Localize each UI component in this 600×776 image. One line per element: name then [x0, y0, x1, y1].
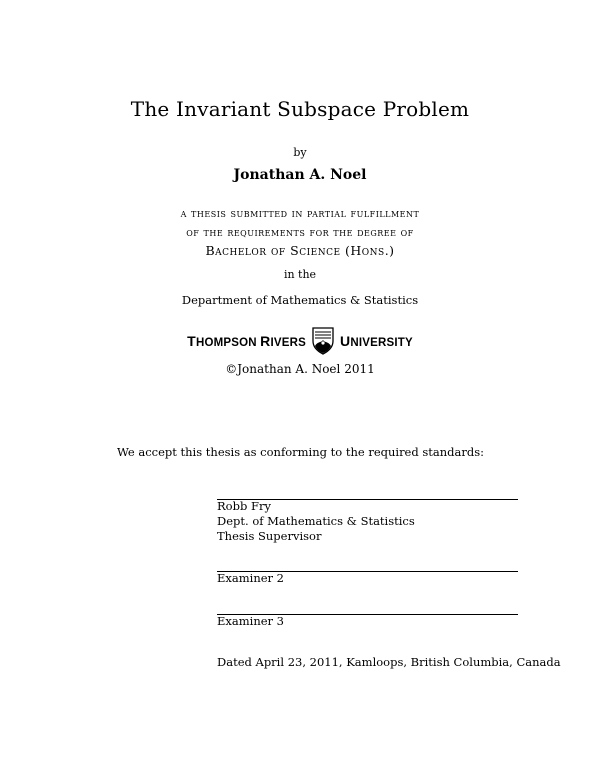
thesis-title: The Invariant Subspace Problem [130, 97, 470, 121]
signature-examiner-3 [217, 614, 284, 629]
logo-right-word: UNIVERSITY [340, 333, 413, 349]
degree-name: Bachelor of Science (Hons.) [205, 243, 395, 258]
thesis-statement-line-2: of the requirements for the degree of [186, 225, 414, 239]
supervisor-department: Dept. of Mathematics & Statistics [217, 514, 415, 528]
signature-supervisor [217, 499, 415, 544]
examiner-2-label: Examiner 2 [217, 571, 285, 585]
author-name: Jonathan A. Noel [233, 167, 367, 183]
supervisor-name: Robb Fry [217, 499, 271, 513]
examiner-3-label: Examiner 3 [217, 614, 285, 628]
copyright-line: ©Jonathan A. Noel 2011 [225, 362, 375, 376]
in-the-label: in the [283, 268, 317, 281]
dated-line: Dated April 23, 2011, Kamloops, British Columbia, Canada [217, 655, 561, 669]
by-label: by [293, 146, 307, 159]
shield-icon [312, 327, 334, 355]
university-logo [0, 327, 600, 355]
thesis-statement-line-1: a thesis submitted in partial fulfillment [180, 206, 420, 220]
supervisor-role: Thesis Supervisor [217, 529, 322, 543]
acceptance-statement: We accept this thesis as conforming to the required standards: [117, 445, 485, 459]
department-name: Department of Mathematics & Statistics [181, 293, 419, 307]
signature-examiner-2 [217, 571, 284, 586]
logo-left-word: THOMPSON RIVERS [187, 333, 306, 349]
